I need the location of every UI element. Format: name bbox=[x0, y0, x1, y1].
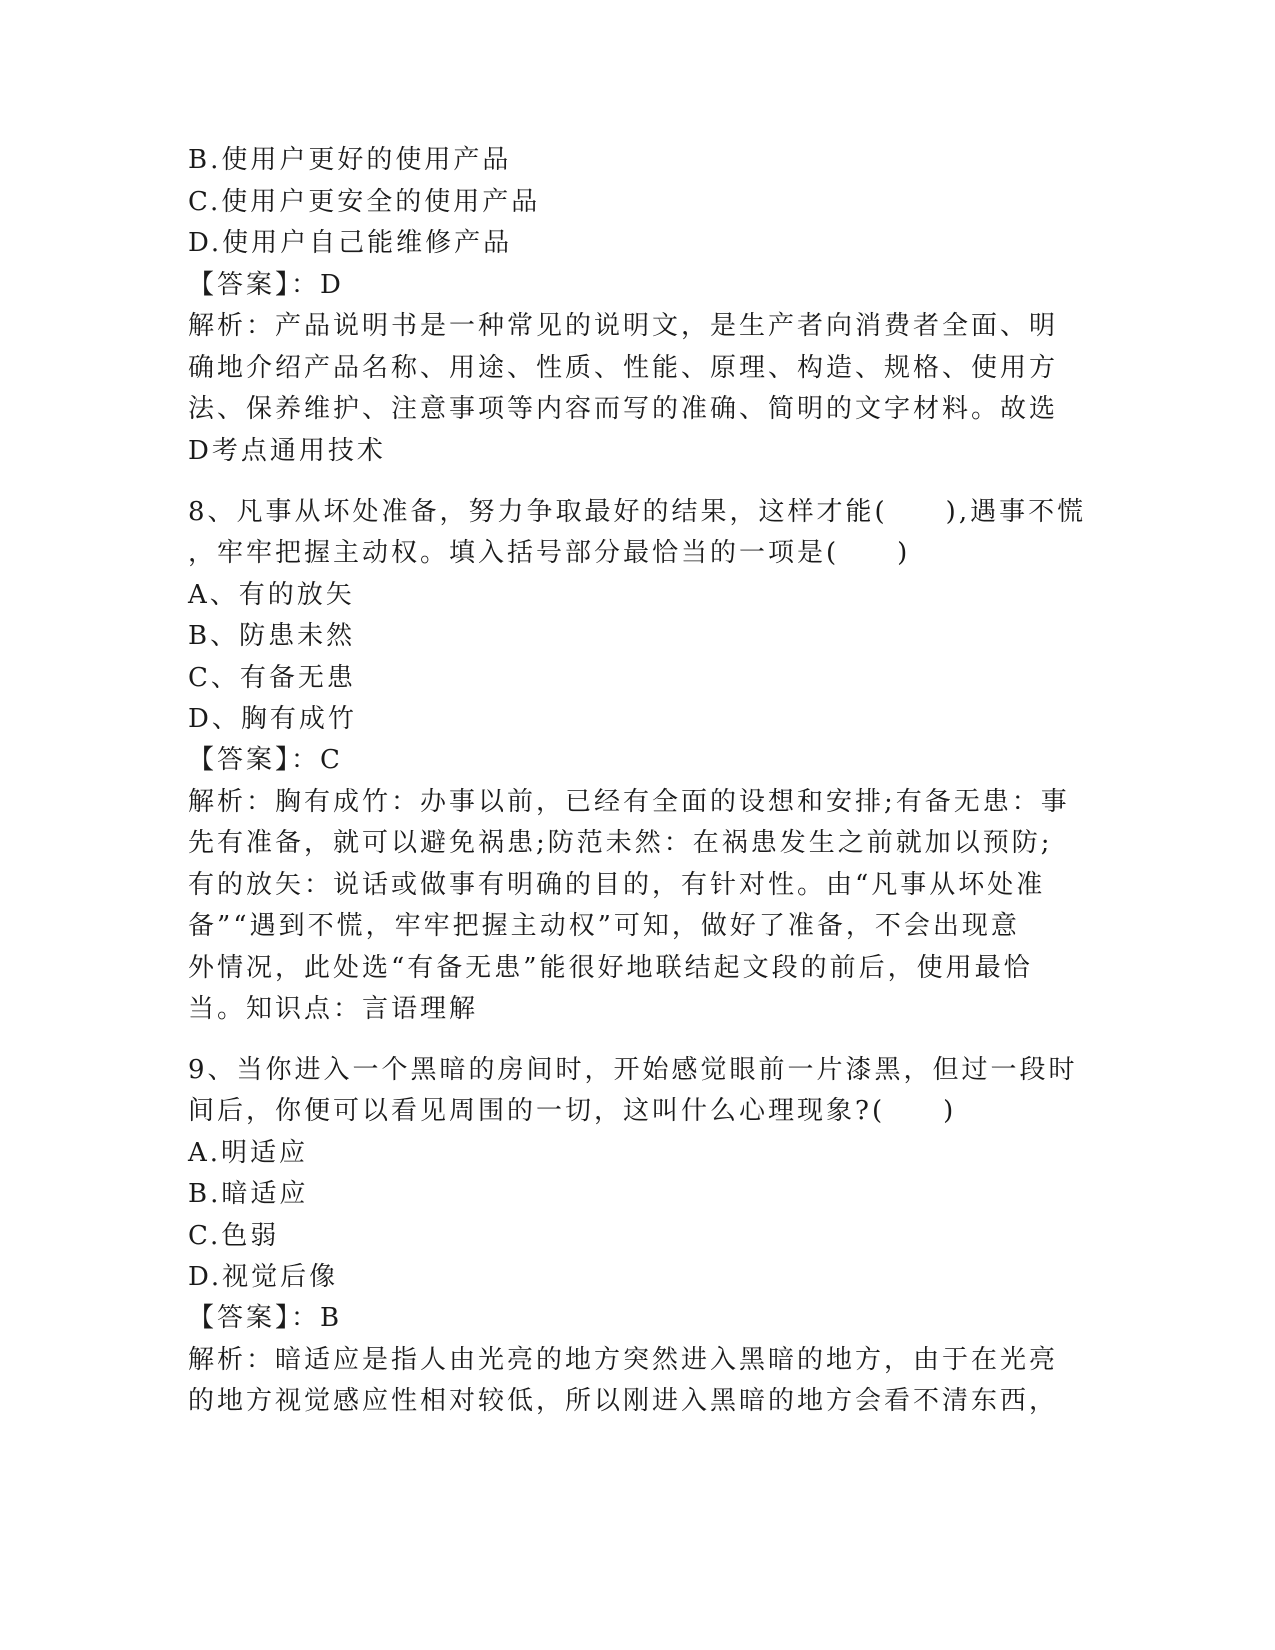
q7-analysis-line: 法、保养维护、注意事项等内容而写的准确、简明的文字材料。故选 bbox=[188, 394, 1059, 424]
q9-stem-line: 间后，你便可以看见周围的一切，这叫什么心理现象?( ) bbox=[188, 1096, 957, 1126]
q8-answer: 【答案】：C bbox=[188, 745, 343, 775]
q8-stem-line: ，牢牢把握主动权。填入括号部分最恰当的一项是( ) bbox=[188, 538, 911, 568]
q7-option-c: C.使用户更安全的使用产品 bbox=[188, 187, 541, 217]
q7-option-d: D.使用户自己能维修产品 bbox=[188, 228, 513, 258]
q8-option-b: B、防患未然 bbox=[188, 621, 356, 651]
q9-answer: 【答案】：B bbox=[188, 1303, 343, 1333]
q9-analysis-line: 解析：暗适应是指人由光亮的地方突然进入黑暗的地方，由于在光亮 bbox=[188, 1345, 1059, 1375]
q7-answer: 【答案】：D bbox=[188, 270, 344, 300]
q8-analysis-line: 备”“遇到不慌，牢牢把握主动权”可知，做好了准备，不会出现意 bbox=[188, 911, 1020, 941]
q8-analysis-line: 外情况，此处选“有备无患”能很好地联结起文段的前后，使用最恰 bbox=[188, 953, 1033, 983]
q9-option-b: B.暗适应 bbox=[188, 1179, 309, 1209]
q7-analysis-line: 确地介绍产品名称、用途、性质、性能、原理、构造、规格、使用方 bbox=[188, 353, 1059, 383]
q9-option-d: D.视觉后像 bbox=[188, 1262, 339, 1292]
q7-analysis-line: D考点通用技术 bbox=[188, 436, 386, 466]
q8-analysis-line: 解析：胸有成竹：办事以前，已经有全面的设想和安排;有备无患：事 bbox=[188, 787, 1070, 817]
q9-stem-line: 9、当你进入一个黑暗的房间时，开始感觉眼前一片漆黑，但过一段时 bbox=[188, 1055, 1078, 1085]
q9-option-c: C.色弱 bbox=[188, 1221, 280, 1251]
q8-option-a: A、有的放矢 bbox=[188, 580, 355, 610]
q9-analysis-line: 的地方视觉感应性相对较低，所以刚进入黑暗的地方会看不清东西， bbox=[188, 1386, 1059, 1416]
q8-analysis-line: 当。知识点：言语理解 bbox=[188, 994, 479, 1024]
q8-analysis-line: 有的放矢：说话或做事有明确的目的，有针对性。由“凡事从坏处准 bbox=[188, 870, 1046, 900]
q9-option-a: A.明适应 bbox=[188, 1138, 309, 1168]
q8-option-c: C、有备无患 bbox=[188, 663, 356, 693]
q8-analysis-line: 先有准备，就可以避免祸患;防范未然：在祸患发生之前就加以预防; bbox=[188, 828, 1053, 858]
q8-stem-line: 8、凡事从坏处准备，努力争取最好的结果，这样才能( ),遇事不慌 bbox=[188, 497, 1087, 527]
q7-option-b: B.使用户更好的使用产品 bbox=[188, 145, 512, 175]
q8-option-d: D、胸有成竹 bbox=[188, 704, 357, 734]
q7-analysis-line: 解析：产品说明书是一种常见的说明文，是生产者向消费者全面、明 bbox=[188, 311, 1059, 341]
